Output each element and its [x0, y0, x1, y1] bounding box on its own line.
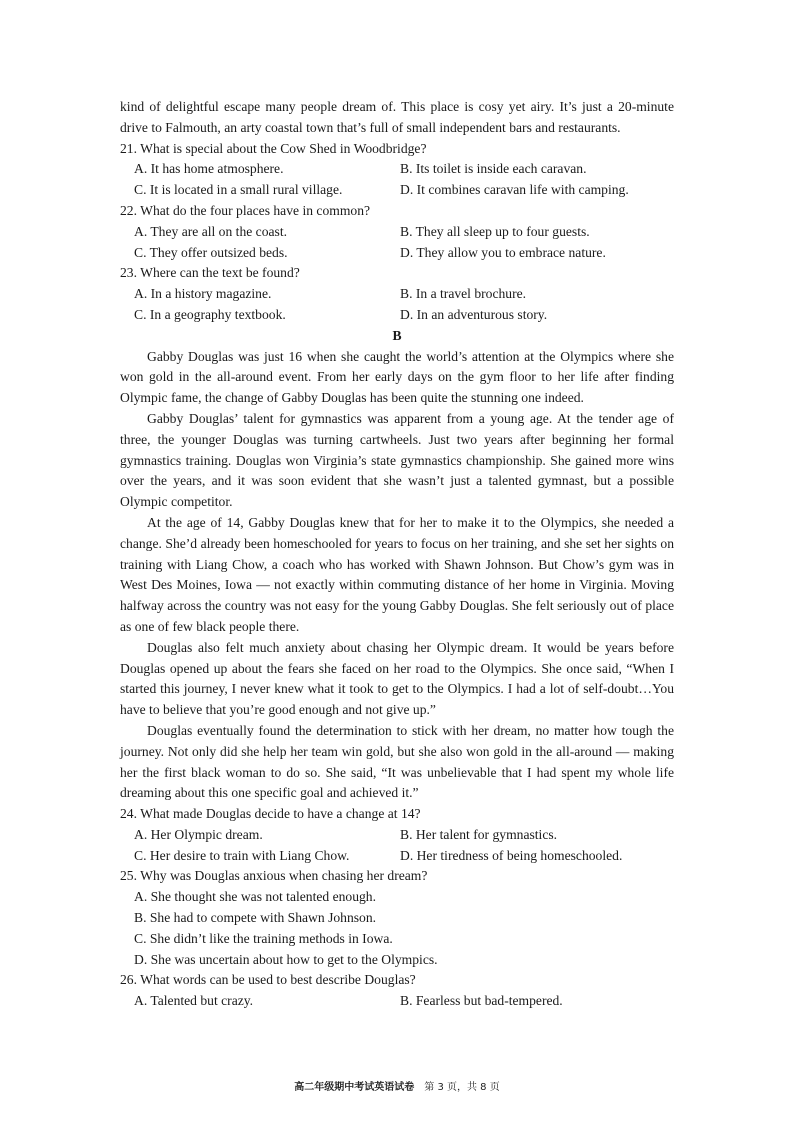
option-b: B. Its toilet is inside each caravan. [400, 161, 587, 177]
option-d: D. It combines caravan life with camping. [400, 182, 629, 198]
passage-a-ending: kind of delightful escape many people dream of. This place is cosy yet airy. It’s just a 20-minute drive to Falmouth, an arty coastal town that’s full of small independent bars and restaurants. [120, 99, 674, 135]
option-a: A. Her Olympic dream. [134, 826, 263, 842]
passage-paragraph: Gabby Douglas’ talent for gymnastics was apparent from a young age. At the tender age of three, the younger Douglas was turning cartwheels. Just two years after beginning her formal gymnastics training. Douglas won Virginia’s state gymnastics championship. She gained more wins over the years, and it was soon evident that she wasn’t just a talented gymnast, but a possible Olympic competitor. [120, 410, 674, 510]
passage-paragraph: Gabby Douglas was just 16 when she caught the world’s attention at the Olympics where she won gold in the all-around event. From her early days on the gym floor to her life after finding Olympic fame, the change of Gabby Douglas has been quite the stunning one indeed. [120, 348, 674, 406]
section-b-heading: B [392, 327, 402, 343]
option-c: C. In a geography textbook. [134, 306, 286, 322]
option-d: D. In an adventurous story. [400, 306, 548, 322]
page-footer [0, 1081, 794, 1095]
question-21 [120, 139, 674, 201]
option-a: A. It has home atmosphere. [134, 161, 284, 177]
option-b: B. Fearless but bad-tempered. [400, 993, 563, 1009]
passage-paragraph: Douglas eventually found the determination to stick with her dream, no matter how tough the journey. Not only did she help her team win gold, but she also won gold in the all-around — making her the first black woman to do so. She said, “It was unbelievable that I had spent my whole life dreaming about this one specific goal and achieved it.” [120, 722, 674, 801]
exam-title: 高二年级期中考试英语试卷 [294, 1082, 415, 1093]
exam-page-content [120, 97, 674, 1012]
option-c: C. Her desire to train with Liang Chow. [134, 847, 350, 863]
option-a: A. They are all on the coast. [134, 223, 288, 239]
question-stem: 24. What made Douglas decide to have a change at 14? [120, 806, 421, 822]
question-23 [120, 263, 674, 325]
option-b: B. In a travel brochure. [400, 286, 527, 302]
question-stem: 22. What do the four places have in common? [120, 202, 371, 218]
option-d: D. She was uncertain about how to get to the Olympics. [134, 951, 438, 967]
question-24 [120, 804, 674, 866]
page-number: 第 3 页，共 8 页 [424, 1082, 500, 1093]
question-22 [120, 201, 674, 263]
passage-paragraph: Douglas also felt much anxiety about chasing her Olympic dream. It would be years before Douglas opened up about the fears she faced on her road to the Olympics. She once said, “When I started this journey, I never knew what it took to get to the Olympics. I had a lot of self-doubt…You have to believe that you’re good enough and not give up.” [120, 639, 674, 718]
question-stem: 23. Where can the text be found? [120, 265, 300, 281]
option-d: D. Her tiredness of being homeschooled. [400, 847, 623, 863]
option-c: C. She didn’t like the training methods in Iowa. [134, 930, 393, 946]
option-d: D. They allow you to embrace nature. [400, 244, 606, 260]
option-a: A. Talented but crazy. [134, 993, 254, 1009]
question-stem: 26. What words can be used to best describe Douglas? [120, 972, 416, 988]
option-b: B. She had to compete with Shawn Johnson. [134, 910, 377, 926]
question-stem: 25. Why was Douglas anxious when chasing her dream? [120, 868, 428, 884]
option-a: A. In a history magazine. [134, 286, 272, 302]
question-25 [120, 866, 674, 970]
option-c: C. They offer outsized beds. [134, 244, 288, 260]
option-b: B. Her talent for gymnastics. [400, 826, 558, 842]
option-c: C. It is located in a small rural village. [134, 182, 343, 198]
option-b: B. They all sleep up to four guests. [400, 223, 590, 239]
passage-paragraph: At the age of 14, Gabby Douglas knew that for her to make it to the Olympics, she needed a change. She’d already been homeschooled for years to focus on her training, and she set her sights on training with Liang Chow, a coach who has worked with Shawn Johnson. But Chow’s gym was in West Des Moines, Iowa — not exactly within commuting distance of her home in Virginia. Moving halfway across the country was not easy for the young Gabby Douglas. She felt seriously out of place as one of few black people there. [120, 514, 674, 634]
question-stem: 21. What is special about the Cow Shed in Woodbridge? [120, 140, 427, 156]
passage-b [120, 347, 674, 805]
option-a: A. She thought she was not talented enough. [134, 889, 377, 905]
question-26 [120, 970, 674, 1012]
